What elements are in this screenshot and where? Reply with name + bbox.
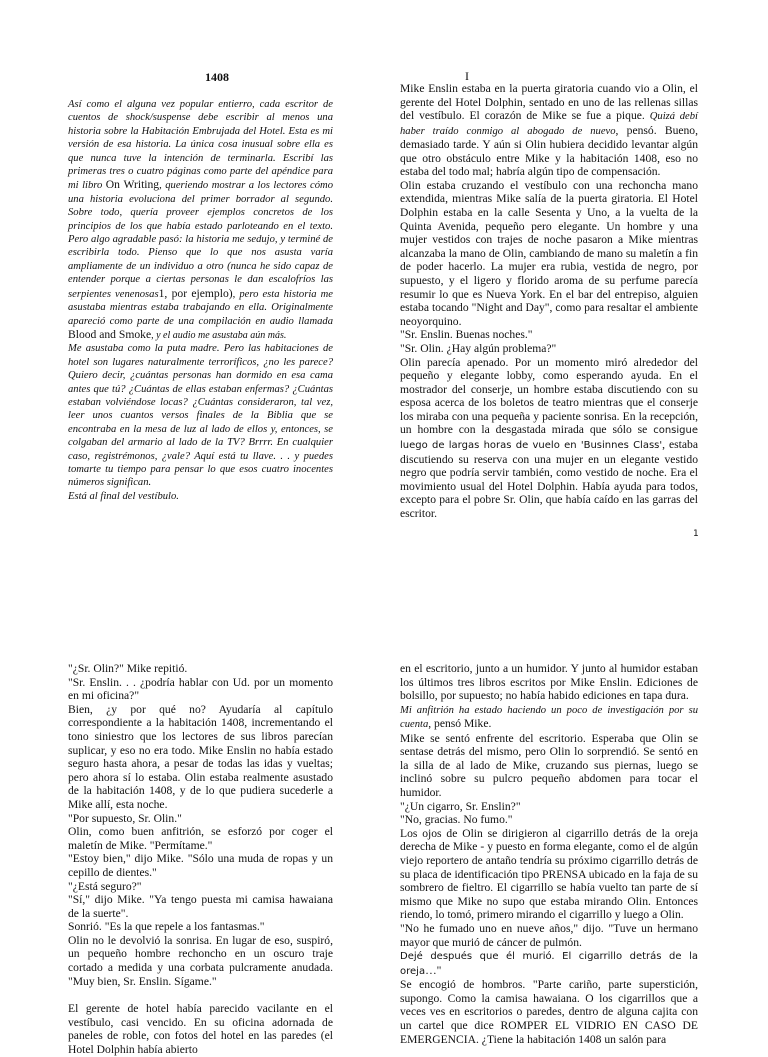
- paragraph-gap: [68, 988, 333, 1002]
- dialogue-line: "Sr. Enslin. . . ¿podría hablar con Ud. por un momento en mi oficina?": [68, 675, 333, 703]
- story-paragraph: Olin parecía apenado. Por un momento miró alrededor del pequeño y elegante lobby, como esperando ayuda. En el mostrador del conserje, un hombre estaba discutiendo con su esposa acerca de los boletos de teatro mientras que el conserje los miraba con una pequeña y paciente sonrisa. En la recepción, un hombre con la desgastada mirada que sólo se consigue luego de largas horas de vuelo en 'Businnes Class', estaba discutiendo su reserva con una mujer en un elegante vestido negro que podría servir también, como vestido de noche. Era el movimiento usual del Hotel Dolphin. Había ayuda para todos, excepto para el pobre Sr. Olin, que había caído en las garras del escritor.: [400, 355, 698, 521]
- dialogue-line: "¿Sr. Olin?" Mike repitió.: [68, 662, 188, 675]
- intro-paragraph: Está al final del vestíbulo.: [68, 490, 179, 502]
- story-column-3: [400, 662, 698, 1046]
- story-column-1: [400, 82, 698, 521]
- chapter-number: I: [465, 69, 469, 83]
- story-column-2: [68, 662, 333, 1057]
- story-paragraph: Mike Enslin estaba en la puerta giratoria cuando vio a Olin, el gerente del Hotel Dolphin, sentado en uno de las rellenas sillas del vestíbulo. El corazón de Mike se fue a pique. Quizá debí haber traído conmigo al abogado de nuevo, pensó. Bueno, demasiado tarde. Y aún si Olin hubiera decidido levantar algún que otro obstáculo entre Mike y la habitación 1408, eso no estaba del todo mal; habría algún tipo de compensación.: [400, 82, 699, 179]
- sans-text-fragment: consigue luego de largas horas de vuelo en 'Businnes Class': [400, 425, 698, 452]
- story-paragraph: Olin estaba cruzando el vestíbulo con una rechoncha mano extendida, mientras Mike salía de la puerta giratoria. El Hotel Dolphin estaba en la calle Sesenta y Uno, a la vuelta de la Quinta Avenida, pequeño pero elegante. Un hombre y una mujer vestidos con trajes de noche pasaron a Mike mientras alcanzaba la mano de Olin, cambiando de mano su maletín a fin de poder hacerlo. La mujer era rubia, vestida de negro, por supuesto, y el ligero y florido aroma de su perfume parecía resumir lo que es Nueva York. En el bar del entrepiso, alguien estaba tocando "Night and Day", como para resaltar el ambiente neoyorquino.: [400, 178, 698, 328]
- story-paragraph: Mi anfitrión ha estado haciendo un poco de investigación por su cuenta, pensó Mike.: [400, 704, 698, 731]
- page-number: 1: [693, 529, 699, 539]
- dialogue-line: "Estoy bien," dijo Mike. "Sólo una muda de ropas y un cepillo de dientes.": [68, 852, 333, 879]
- inner-thought: Quizá debí haber traído conmigo al abogado de nuevo: [400, 111, 698, 137]
- dialogue-line: "¿Un cigarro, Sr. Enslin?": [400, 799, 521, 813]
- book-title: On Writing: [105, 178, 160, 192]
- story-paragraph: Los ojos de Olin se dirigieron al cigarrillo detrás de la oreja derecha de Mike - y puesto en forma elegante, como el de algún viejo reportero de antaño tendría su próximo cigarrillo detrás de su placa de identificación tipo PRENSA ubicado en la faja de su sombrero de fieltro. El cigarrillo se había vuelto tan parte de sí mismo que Mike no supo que estaba mirando Olin. Entonces riendo, lo tomó, primero mirando el cigarrillo y luego a Olin.: [400, 826, 698, 922]
- story-paragraph: Olin, como buen anfitrión, se esforzó por coger el maletín de Mike. "Permítame.": [68, 825, 333, 852]
- story-paragraph: El gerente de hotel había parecido vacilante en el vestíbulo, casi vencido. En su oficina adornada de paneles de roble, con fotos del hotel en las paredes (el Hotel Dolphin había abierto: [68, 1002, 333, 1057]
- intro-paragraph: Me asustaba como la puta madre. Pero las habitaciones de hotel son lugares naturalmente terroríficos, ¿no les parece? Quiero decir, ¿cuántas personas han dormido en esa cama antes que tú? ¿Cuántas de ellas estaban enfermas? ¿Cuántas estaban volviéndose locas? ¿Cuántas consideraron, tal vez, leer unos cuantos versos finales de la Biblia que se encontraba en la mesa de luz al lado de ellos y, entonces, se colgaban del armario al lado de la TV? Brrrr. En cualquier caso, registrémonos, ¿vale? Aquí está tu llave. . . y puedes tomarte tu tiempo para pensar lo que esos cuatro inocentes números significan.: [68, 343, 333, 489]
- author-introduction: [68, 98, 333, 503]
- dialogue-line: Sonrió. "Es la que repele a los fantasmas.": [68, 920, 265, 934]
- story-title: 1408: [205, 70, 229, 84]
- sans-text-fragment: Dejé después que él murió. El cigarrillo detrás de la oreja: [400, 951, 698, 977]
- story-paragraph: en el escritorio, junto a un humidor. Y junto al humidor estaban los últimos tres libros escritos por Mike Enslin. Ediciones de bolsillo, por supuesto; no había habido ediciones en tapa dura.: [400, 662, 698, 703]
- inner-thought: Mi anfitrión ha estado haciendo un poco de investigación por su cuenta: [400, 704, 698, 731]
- story-paragraph: Mike se sentó enfrente del escritorio. Esperaba que Olin se sentase detrás del mismo, pero Olin lo sorprendió. Se sentó en la silla de al lado de Mike, cruzando sus piernas, luego se inclinó sobre su pulcro pequeño abdomen para tocar el humidor.: [400, 731, 698, 799]
- intro-paragraph: Así como el alguna vez popular entierro, cada escritor de cuentos de shock/suspense debe escribir al menos una historia sobre la Habitación Embrujada del Hotel. Esta es mi versión de esa historia. La única cosa inusual sobre ella es que nunca tuve la intención de terminarla. Escribí las primeras tres o cuatro páginas como parte del apéndice para mi libro On Writing, queriendo mostrar a los lectores cómo una historia evoluciona del primer borrador al segundo. Sobre todo, quería proveer ejemplos concretos de los principios de los que había estado parloteando en el texto. Pero algo agradable pasó: la historia me sedujo, y terminé de escribirla todo. Pienso que lo que nos asusta varía ampliamente de un individuo a otro (nunca he sido capaz de entender porque a ciertas personas le dan escalofríos las serpientes venenosas1, por ejemplo), pero esta historia me asustaba mientras estaba trabajando en ella. Originalmente apareció como parte de una compilación en audio llamada Blood and Smoke, y el audio me asustaba aún más.: [68, 99, 333, 341]
- dialogue-line: Dejé después que él murió. El cigarrillo detrás de la oreja…": [400, 951, 698, 977]
- dialogue-line: "No, gracias. No fumo.": [400, 813, 513, 827]
- audio-title: Blood and Smoke: [68, 327, 152, 341]
- dialogue-line: "Sr. Olin. ¿Hay algún problema?": [400, 341, 557, 355]
- dialogue-line: "Sí," dijo Mike. "Ya tengo puesta mi camisa hawaiana de la suerte".: [68, 893, 333, 920]
- story-paragraph: Se encogió de hombros. "Parte cariño, parte superstición, supongo. Como la camisa hawaiana. O los cigarrillos que a veces ves en escritorios o paredes, dentro de alguna cajita con un cartel que dice ROMPER EL VIDRIO EN CASO DE EMERGENCIA. ¿Tiene la habitación 1408 un salón para: [400, 978, 698, 1046]
- story-paragraph: Olin no le devolvió la sonrisa. En lugar de eso, suspiró, un pequeño hombre rechoncho en un oscuro traje cortado a medida y una corbata pulcramente anudada. "Muy bien, Sr. Enslin. Sígame.": [68, 933, 333, 988]
- dialogue-line: "No he fumado uno en nueve años," dijo. "Tuve un hermano mayor que murió de cáncer de pulmón.: [400, 921, 698, 949]
- dialogue-line: "Sr. Enslin. Buenas noches.": [400, 328, 533, 342]
- story-paragraph: Bien, ¿y por qué no? Ayudaría al capítulo correspondiente a la habitación 1408, incrementando el tono siniestro que los lectores de sus libros parecían suplicar, y eso no era todo. Mike Enslin no había estado seguro hasta ahora, a pesar de todas las idas y vueltas; pero ahora sí lo estaba. Olin estaba realmente asustado de la habitación 1408, y de lo que pudiera sucederle a Mike allí, esta noche.: [68, 702, 333, 811]
- dialogue-line: "Por supuesto, Sr. Olin.": [68, 811, 182, 825]
- dialogue-line: "¿Está seguro?": [68, 879, 142, 893]
- footnote-ref: 1, por ejemplo): [158, 286, 233, 300]
